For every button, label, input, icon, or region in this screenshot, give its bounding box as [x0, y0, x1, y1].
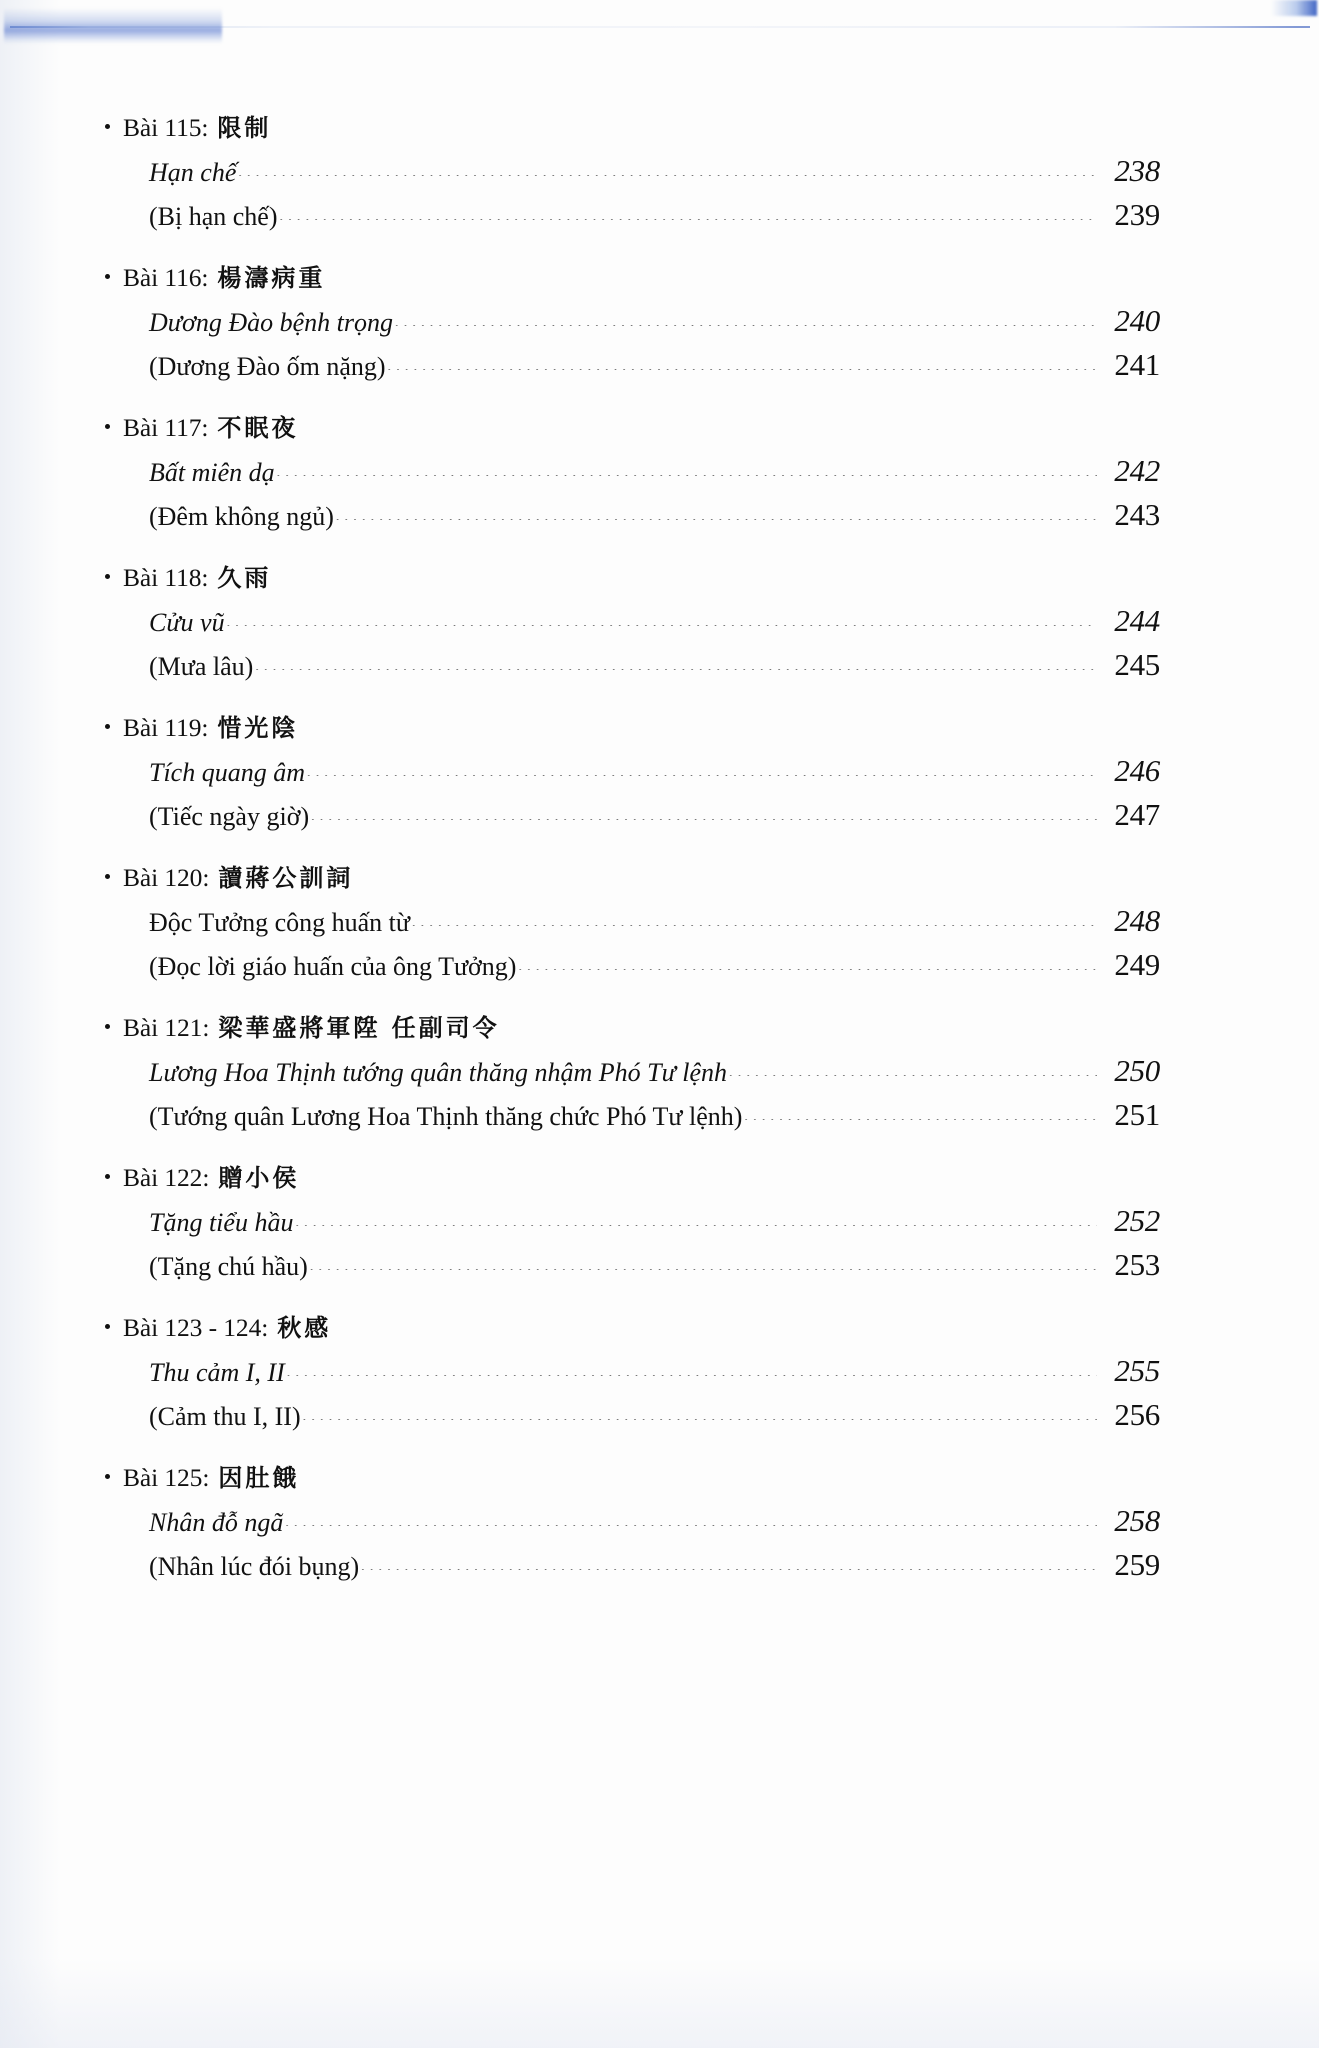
toc-line[interactable]: [149, 1349, 1160, 1393]
scan-shading-left: [0, 0, 60, 2048]
bullet-icon: [105, 1474, 110, 1479]
page-number[interactable]: 250: [1114, 1053, 1160, 1089]
han-title: 秋感: [277, 1313, 332, 1343]
toc-line[interactable]: [149, 493, 1160, 537]
dot-leader: [728, 1066, 1097, 1076]
toc-line[interactable]: [149, 793, 1160, 837]
bullet-icon: [105, 424, 110, 429]
vietnamese-gloss: (Tặng chú hầu): [149, 1252, 308, 1282]
bullet-icon: [105, 574, 110, 579]
toc-line[interactable]: [149, 193, 1160, 237]
dot-leader: [302, 1410, 1097, 1420]
dot-leader: [411, 916, 1097, 926]
toc-line[interactable]: [149, 1543, 1160, 1587]
toc-line[interactable]: [149, 1049, 1160, 1093]
romanized-title: Thu cảm I, II: [149, 1358, 285, 1388]
toc-entry: [105, 558, 1160, 687]
page-number[interactable]: 240: [1114, 303, 1160, 339]
han-title: 贈小侯: [218, 1163, 300, 1193]
table-of-contents-list: [105, 108, 1160, 1587]
han-title: 不眠夜: [217, 413, 299, 443]
lesson-number-label: Bài 123 - 124:: [123, 1313, 269, 1343]
toc-entry-heading[interactable]: [105, 708, 1160, 743]
toc-entry: [105, 408, 1160, 537]
dot-leader: [306, 766, 1097, 776]
vietnamese-gloss: (Đọc lời giáo huấn của ông Tưởng): [149, 952, 517, 982]
page-number[interactable]: 259: [1114, 1547, 1160, 1583]
page-number[interactable]: 258: [1114, 1503, 1160, 1539]
lesson-number-label: Bài 118:: [123, 563, 209, 593]
romanized-title: Độc Tưởng công huấn từ: [149, 908, 410, 938]
toc-entry-heading[interactable]: [105, 1458, 1160, 1493]
vietnamese-gloss: (Bị hạn chế): [149, 202, 278, 232]
vietnamese-gloss: (Tướng quân Lương Hoa Thịnh thăng chức Phó Tư lệnh): [149, 1102, 743, 1132]
romanized-title: Dương Đào bệnh trọng: [149, 308, 393, 338]
romanized-title: Bất miên dạ: [149, 458, 275, 488]
han-title: 讀蔣公訓詞: [218, 863, 354, 893]
toc-line[interactable]: [149, 643, 1160, 687]
bullet-icon: [105, 1324, 110, 1329]
toc-line[interactable]: [149, 1393, 1160, 1437]
bullet-icon: [105, 1024, 110, 1029]
dot-leader: [279, 210, 1097, 220]
vietnamese-gloss: (Đêm không ngủ): [149, 502, 334, 532]
page-number[interactable]: 244: [1114, 603, 1160, 639]
lesson-number-label: Bài 120:: [123, 863, 210, 893]
toc-entry: [105, 1158, 1160, 1287]
vietnamese-gloss: (Nhân lúc đói bụng): [149, 1552, 360, 1582]
page-number[interactable]: 253: [1114, 1247, 1160, 1283]
bullet-icon: [105, 724, 110, 729]
toc-line[interactable]: [149, 899, 1160, 943]
dot-leader: [387, 360, 1097, 370]
han-title: 惜光陰: [217, 713, 299, 743]
toc-line[interactable]: [149, 343, 1160, 387]
dot-leader: [360, 1560, 1097, 1570]
bullet-icon: [105, 274, 110, 279]
page-number[interactable]: 248: [1114, 903, 1160, 939]
dot-leader: [335, 510, 1097, 520]
toc-entry-heading[interactable]: [105, 1308, 1160, 1343]
scan-shading-bottom: [0, 1958, 1319, 2048]
bullet-icon: [105, 1174, 110, 1179]
scan-edge-line: [10, 26, 1310, 28]
dot-leader: [310, 810, 1097, 820]
lesson-number-label: Bài 116:: [123, 263, 209, 293]
toc-entry-heading[interactable]: [105, 858, 1160, 893]
bullet-icon: [105, 124, 110, 129]
page-number[interactable]: 239: [1114, 197, 1160, 233]
lesson-number-label: Bài 119:: [123, 713, 209, 743]
toc-entry-heading[interactable]: [105, 1008, 1160, 1043]
toc-line[interactable]: [149, 943, 1160, 987]
romanized-title: Tích quang âm: [149, 758, 305, 788]
vietnamese-gloss: (Cảm thu I, II): [149, 1402, 301, 1432]
toc-entry-heading[interactable]: [105, 258, 1160, 293]
dot-leader: [294, 1216, 1097, 1226]
page-number[interactable]: 252: [1114, 1203, 1160, 1239]
page-number[interactable]: 246: [1114, 753, 1160, 789]
toc-line[interactable]: [149, 599, 1160, 643]
toc-entry-heading[interactable]: [105, 558, 1160, 593]
toc-line[interactable]: [149, 149, 1160, 193]
toc-line[interactable]: [149, 1499, 1160, 1543]
dot-leader: [237, 166, 1097, 176]
toc-line[interactable]: [149, 299, 1160, 343]
blue-scan-streak-icon: [4, 8, 222, 44]
lesson-number-label: Bài 122:: [123, 1163, 210, 1193]
lesson-number-label: Bài 115:: [123, 113, 209, 142]
page-number[interactable]: 256: [1114, 1397, 1160, 1433]
vietnamese-gloss: (Dương Đào ốm nặng): [149, 352, 386, 382]
toc-line[interactable]: [149, 449, 1160, 493]
bullet-icon: [105, 874, 110, 879]
han-title: 梁華盛將軍陞 任副司令: [218, 1013, 500, 1043]
page-number[interactable]: 238: [1114, 153, 1160, 188]
page-number[interactable]: 242: [1114, 453, 1160, 489]
dot-leader: [309, 1260, 1097, 1270]
dot-leader: [254, 660, 1097, 670]
page-number[interactable]: 249: [1114, 947, 1160, 983]
page-number[interactable]: 243: [1114, 497, 1160, 533]
dot-leader: [743, 1110, 1097, 1120]
dot-leader: [517, 960, 1097, 970]
toc-entry-heading[interactable]: [105, 408, 1160, 443]
dot-leader: [284, 1516, 1097, 1526]
page-number[interactable]: 241: [1114, 347, 1160, 383]
page-number[interactable]: 255: [1114, 1353, 1160, 1389]
toc-entry: [105, 258, 1160, 387]
romanized-title: Tặng tiểu hầu: [149, 1208, 294, 1238]
toc-entry-heading[interactable]: [105, 108, 1160, 143]
dot-leader: [394, 316, 1097, 326]
toc-entry: [105, 1458, 1160, 1587]
dot-leader: [286, 1366, 1097, 1376]
vietnamese-gloss: (Mưa lâu): [149, 652, 254, 682]
toc-entry-heading[interactable]: [105, 1158, 1160, 1193]
toc-entry: [105, 1008, 1160, 1137]
dot-leader: [276, 466, 1097, 476]
romanized-title: Lương Hoa Thịnh tướng quân thăng nhậm Phó Tư lệnh: [149, 1058, 728, 1088]
toc-line[interactable]: [149, 1243, 1160, 1287]
lesson-number-label: Bài 121:: [123, 1013, 210, 1043]
blue-scan-corner-icon: [1271, 0, 1317, 16]
page-number[interactable]: 245: [1114, 647, 1160, 683]
dot-leader: [226, 616, 1097, 626]
toc-entry: [105, 708, 1160, 837]
lesson-number-label: Bài 125:: [123, 1463, 210, 1493]
romanized-title: Hạn chế: [149, 158, 237, 187]
toc-line[interactable]: [149, 1199, 1160, 1243]
toc-line[interactable]: [149, 749, 1160, 793]
vietnamese-gloss: (Tiếc ngày giờ): [149, 802, 310, 832]
han-title: 久雨: [217, 563, 272, 593]
han-title: 限制: [217, 113, 272, 142]
page-number[interactable]: 251: [1114, 1097, 1160, 1133]
toc-entry: [105, 858, 1160, 987]
toc-entry: [105, 1308, 1160, 1437]
romanized-title: Cửu vũ: [149, 608, 225, 638]
toc-line[interactable]: [149, 1093, 1160, 1137]
lesson-number-label: Bài 117:: [123, 413, 209, 443]
han-title: 楊濤病重: [217, 263, 326, 293]
page-number[interactable]: 247: [1114, 797, 1160, 833]
toc-entry: [105, 108, 1160, 237]
romanized-title: Nhân đỗ ngã: [149, 1508, 284, 1538]
han-title: 因肚餓: [218, 1463, 300, 1493]
